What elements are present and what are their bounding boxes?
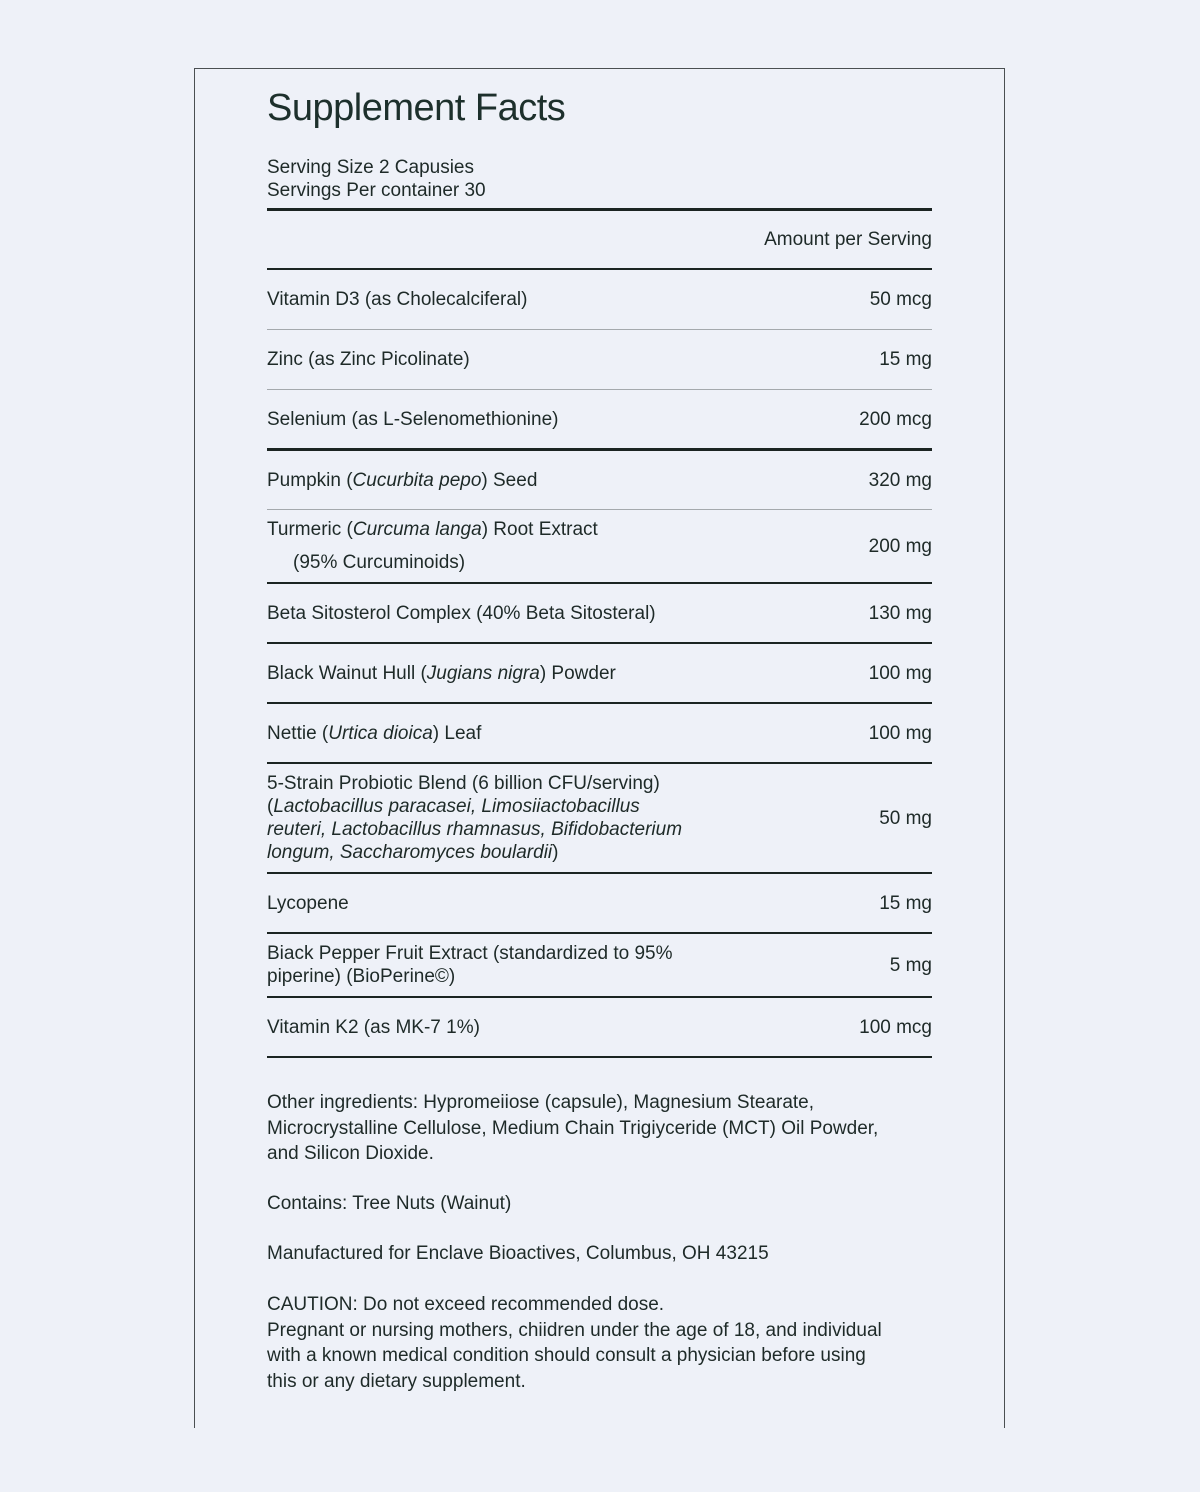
- ingredient-amount: 320 mg: [868, 469, 932, 491]
- ingredient-row-nettle: [267, 704, 932, 762]
- ingredient-name: Lycopene: [267, 892, 349, 914]
- serving-size: Serving Size 2 Capusies: [267, 157, 474, 178]
- ingredient-name: Beta Sitosterol Complex (40% Beta Sitosteral): [267, 602, 656, 624]
- ingredient-amount: 15 mg: [879, 892, 932, 914]
- ingredient-name: 5-Strain Probiotic Blend (6 billion CFU/serving) (Lactobacillus paracasei, Limosiiactobacillus reuteri, Lactobacillus rhamnasus, Bifidobacterium longum, Saccharomyces boulardii): [267, 773, 683, 863]
- servings-per-container: Servings Per container 30: [267, 180, 486, 201]
- ingredient-row-vitamin-k2: [267, 998, 932, 1056]
- ingredient-row-selenium: [267, 390, 932, 448]
- ingredient-name: Selenium (as L-Selenomethionine): [267, 408, 559, 430]
- ingredient-name: Pumpkin (Cucurbita pepo) Seed: [267, 469, 538, 491]
- caution-text: CAUTION: Do not exceed recommended dose. Pregnant or nursing mothers, chiidren under the age of 18, and individual with a known medical condition should consult a physician before using this or any dietary supplement.: [267, 1294, 882, 1392]
- ingredient-row-probiotic-blend: [267, 764, 932, 872]
- ingredient-row-black-walnut: [267, 644, 932, 702]
- serving-info: [267, 156, 486, 202]
- ingredient-amount: 50 mg: [879, 807, 932, 829]
- ingredient-row-turmeric: [267, 510, 932, 582]
- ingredient-amount: 50 mcg: [869, 289, 932, 310]
- ingredient-row-lycopene: [267, 874, 932, 932]
- ingredient-amount: 5 mg: [889, 954, 932, 976]
- page-title: Supplement Facts: [267, 87, 566, 129]
- manufacturer-info: Manufactured for Enclave Bioactives, Columbus, OH 43215: [267, 1243, 769, 1264]
- allergen-contains: Contains: Tree Nuts (Wainut): [267, 1193, 512, 1214]
- supplement-facts-panel: [194, 68, 1005, 1428]
- other-ingredients: Other ingredients: Hypromeiiose (capsule), Magnesium Stearate, Microcrystalline Cellulose, Medium Chain Trigiyceride (MCT) Oil Powder, and Silicon Dioxide.: [267, 1092, 879, 1164]
- ingredient-name: Nettie (Urtica dioica) Leaf: [267, 722, 482, 744]
- ingredient-row-black-pepper: [267, 934, 932, 996]
- amount-per-serving-header: Amount per Serving: [764, 229, 932, 250]
- ingredient-amount: 200 mg: [868, 535, 932, 557]
- ingredient-name: Vitamin D3 (as Cholecalciferal): [267, 289, 528, 310]
- ingredient-name: Zinc (as Zinc Picolinate): [267, 349, 470, 370]
- ingredient-amount: 100 mcg: [859, 1016, 932, 1038]
- divider: [267, 208, 932, 211]
- ingredient-amount: 100 mg: [868, 662, 932, 684]
- ingredient-row-vitamin-d3: [267, 270, 932, 329]
- ingredient-amount: 15 mg: [879, 349, 932, 370]
- ingredient-row-beta-sitosterol: [267, 584, 932, 642]
- ingredient-row-pumpkin: [267, 451, 932, 509]
- ingredient-amount: 100 mg: [868, 722, 932, 744]
- divider: [267, 1056, 932, 1058]
- ingredient-name: Vitamin K2 (as MK-7 1%): [267, 1016, 480, 1038]
- ingredient-amount: 130 mg: [868, 602, 932, 624]
- ingredient-name: Biack Pepper Fruit Extract (standardized to 95% piperine) (BioPerine©): [267, 943, 673, 987]
- ingredient-name: Turmeric (Curcuma langa) Root Extract (95% Curcuminoids): [267, 519, 598, 573]
- ingredient-name: Black Wainut Hull (Jugians nigra) Powder: [267, 662, 616, 684]
- ingredient-amount: 200 mcg: [859, 408, 932, 430]
- ingredient-row-zinc: [267, 330, 932, 389]
